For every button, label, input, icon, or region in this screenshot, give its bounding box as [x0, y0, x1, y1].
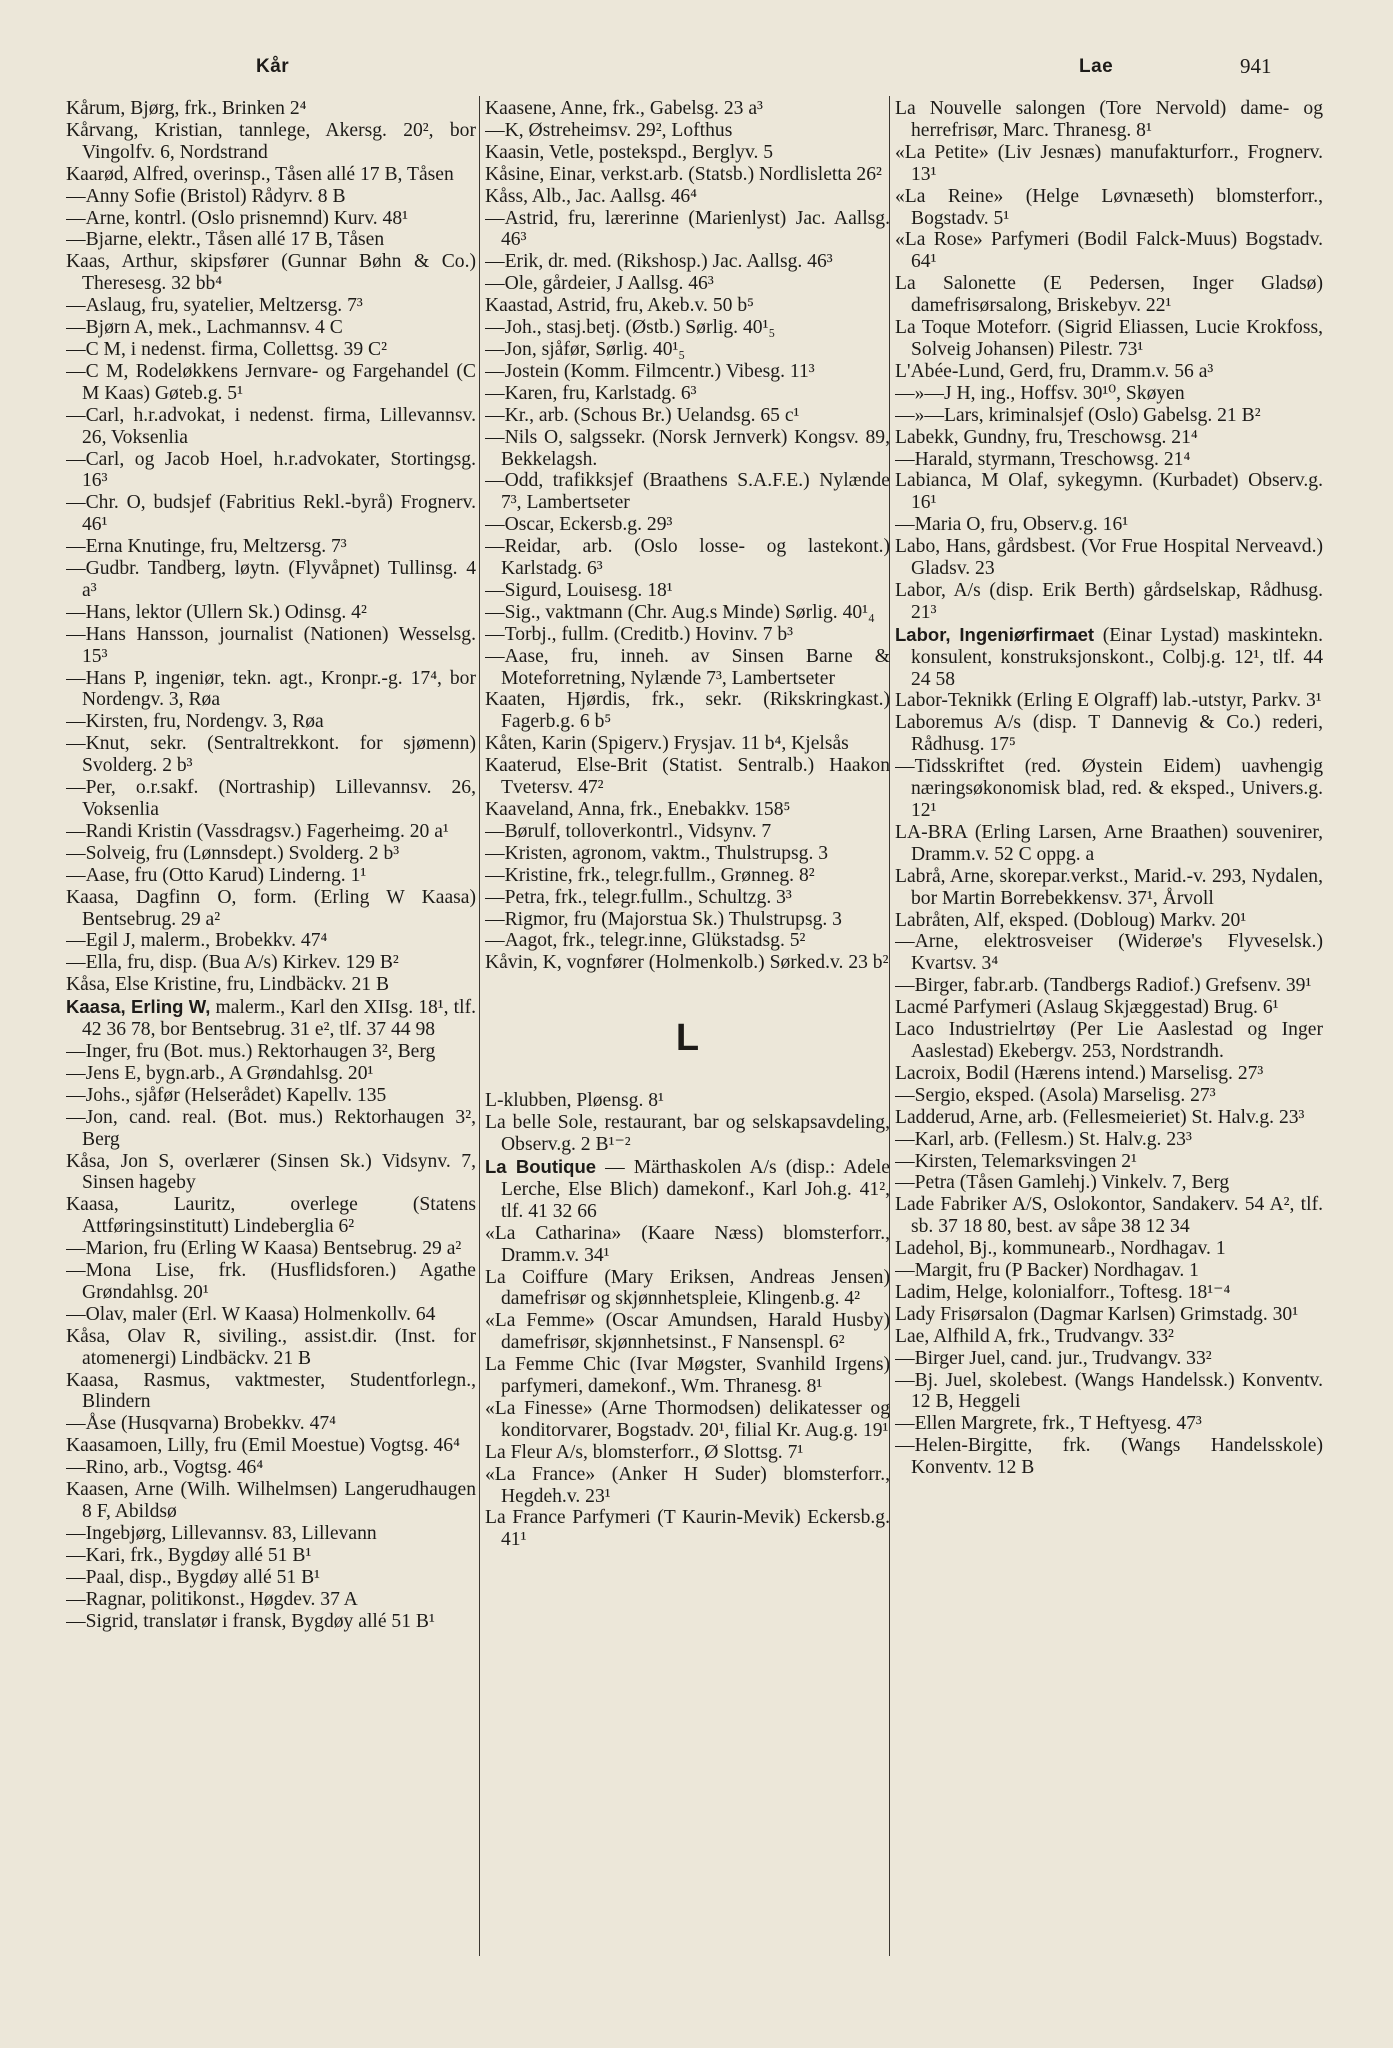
entry-text: Labo, Hans, gårdsbest. (Vor Frue Hospital Nerveavd.) Gladsv. 23 [895, 536, 1323, 580]
directory-entry [66, 996, 476, 1041]
entry-text: Labor, A/s (disp. Erik Berth) gårdselskap, Rådhusg. 21³ [895, 579, 1323, 623]
directory-entry [66, 295, 476, 317]
directory-entry [66, 1238, 476, 1260]
directory-entry [485, 164, 890, 186]
entry-text: Kaas, Arthur, skipsfører (Gunnar Bøhn & Co.) Theresesg. 32 bb⁴ [66, 251, 476, 295]
directory-entry [66, 711, 476, 733]
entry-text: —C M, Rodeløkkens Jernvare- og Fargehandel (C M Kaas) Gøteb.g. 5¹ [66, 360, 476, 404]
entry-text: —Hans Hansson, journalist (Nationen) Wesselsg. 15³ [66, 623, 476, 667]
entry-text: Labor-Teknikk (Erling E Olgraff) lab.-utstyr, Parkv. 3¹ [895, 690, 1322, 712]
entry-text: Kaastad, Astrid, fru, Akeb.v. 50 b⁵ [485, 295, 754, 317]
entry-text: —Aagot, frk., telegr.inne, Glükstadsg. 5² [485, 930, 806, 952]
directory-entry [66, 733, 476, 777]
directory-entry [66, 1304, 476, 1326]
entry-text: Kåsine, Einar, verkst.arb. (Statsb.) Nordlisletta 26² [485, 163, 882, 185]
directory-entry [66, 1413, 476, 1435]
directory-entry [66, 624, 476, 668]
entry-text: —Tidsskriftet (red. Øystein Eidem) uavhengig næringsøkonomisk blad, red. & eksped., Univers.g. 12¹ [895, 756, 1323, 821]
directory-entry [66, 821, 476, 843]
entry-text: —Oscar, Eckersb.g. 29³ [485, 514, 673, 536]
directory-entry [485, 470, 890, 514]
directory-entry [485, 821, 890, 843]
entry-text: —Maria O, fru, Observ.g. 16¹ [895, 514, 1129, 536]
entry-text: Kaasa, Lauritz, overlege (Statens Attføringsinstitutt) Lindebergliа 6² [66, 1194, 476, 1238]
entry-text: —Jostein (Komm. Filmcentr.) Vibesg. 11³ [485, 360, 815, 382]
directory-entry [66, 1151, 476, 1195]
entry-text: —Joh., stasj.betj. (Østb.) Sørlig. 40¹₅ [485, 317, 776, 339]
directory-entry [485, 383, 890, 405]
running-header [0, 46, 1393, 86]
directory-entry [66, 602, 476, 624]
entry-text: —Torbj., fullm. (Creditb.) Hovinv. 7 b³ [485, 623, 793, 645]
entry-text: malerm., Karl den XIIsg. 18¹, tlf. 42 36 78, bor Bentsebrug. 31 e², tlf. 37 44 98 [82, 997, 476, 1041]
directory-entry [66, 164, 476, 186]
directory-entry [485, 952, 890, 974]
directory-entry [895, 427, 1323, 449]
directory-entry [66, 1370, 476, 1414]
directory-entry [66, 1545, 476, 1567]
entry-text: La belle Sole, restaurant, bar og selskapsavdeling, Observ.g. 2 B¹⁻² [485, 1112, 890, 1156]
directory-entry [895, 624, 1323, 691]
entry-text: Kaasin, Vetle, postekspd., Berglyv. 5 [485, 141, 774, 163]
directory-entry [895, 1238, 1323, 1260]
entry-text: —Kirsten, Telemarksvingen 2¹ [895, 1150, 1137, 1172]
entry-text: —Kristen, agronom, vaktm., Thulstrupsg. 3 [485, 842, 829, 864]
entry-text: —K, Østreheimsv. 29², Lofthus [485, 119, 733, 141]
entry-text: Kaarød, Alfred, overinsp., Tåsen allé 17 B, Tåsen [66, 163, 454, 185]
directory-entry [66, 339, 476, 361]
column-divider [479, 96, 480, 1956]
directory-entry [485, 536, 890, 580]
entry-text: Laboremus A/s (disp. T Dannevig & Co.) rederi, Rådhusg. 17⁵ [895, 712, 1323, 756]
directory-entry [66, 1326, 476, 1370]
entry-text: —Hans, lektor (Ullern Sk.) Odinsg. 4² [66, 601, 367, 623]
directory-entry [895, 1151, 1323, 1173]
directory-entry [895, 1282, 1323, 1304]
entry-text: —Odd, trafikksjef (Braathens S.A.F.E.) Nylænde 7³, Lambertseter [485, 470, 890, 514]
entry-text: —Hans P, ingeniør, tekn. agt., Kronpr.-g. 17⁴, bor Nordengv. 3, Røa [66, 667, 476, 711]
entry-text: —Sergio, eksped. (Asola) Marselisg. 27³ [895, 1084, 1216, 1106]
entry-text: —Sigurd, Louisesg. 18¹ [485, 579, 673, 601]
entry-text: —Ole, gårdeier, J Aallsg. 46³ [485, 273, 714, 295]
entry-text: — Märthaskolen A/s (disp.: Adele Lerche, Else Blich) damekonf., Karl Joh.g. 41², tlf. 41 32 66 [501, 1156, 890, 1222]
directory-entry [895, 931, 1323, 975]
directory-entry [895, 866, 1323, 910]
directory-entry [485, 1156, 890, 1223]
directory-entry [895, 1129, 1323, 1151]
directory-entry [895, 273, 1323, 317]
entry-text: —»—Lars, kriminalsjef (Oslo) Gabelsg. 21 B² [895, 404, 1261, 426]
directory-entry [485, 1090, 890, 1112]
entry-text: «La Finesse» (Arne Thormodsen) delikatesser og konditorvarer, Bogstadv. 20¹, filial Kr. Aug.g. 19¹ [485, 1397, 890, 1441]
entry-text: L-klubben, Pløensg. 8¹ [485, 1090, 664, 1112]
directory-entry [895, 712, 1323, 756]
directory-entry [895, 756, 1323, 822]
entry-text: Kåvin, K, vognfører (Holmenkolb.) Sørked.v. 23 b² [485, 952, 889, 974]
entry-text: «La France» (Anker H Suder) blomsterforr., Hegdeh.v. 23¹ [485, 1463, 890, 1507]
directory-entry [66, 492, 476, 536]
directory-entry [66, 558, 476, 602]
directory-entry [66, 1194, 476, 1238]
entry-text: —Jens E, bygn.arb., A Grøndahlsg. 20¹ [66, 1062, 374, 1084]
column-1 [66, 98, 476, 2028]
directory-entry [895, 1326, 1323, 1348]
entry-text: —Bj. Juel, skolebest. (Wangs Handelssk.) Konventv. 12 B, Heggeli [895, 1369, 1323, 1413]
directory-entry [66, 1589, 476, 1611]
page-number: 941 [1240, 54, 1272, 78]
entry-text: —Kirsten, fru, Nordengv. 3, Røa [66, 711, 324, 733]
column-2 [485, 98, 890, 2028]
directory-entry [485, 339, 890, 361]
entry-text: La France Parfymeri (T Kaurin-Mevik) Eckersb.g. 41¹ [485, 1507, 890, 1551]
entry-text: —Aslaug, fru, syatelier, Meltzersg. 7³ [66, 295, 363, 317]
entry-text: Labekk, Gundny, fru, Treschowsg. 21⁴ [895, 426, 1198, 448]
entry-name-bold: Labor, Ingeniørfirmaet [895, 623, 1095, 645]
entry-text: Kårum, Bjørg, frk., Brinken 2⁴ [66, 98, 307, 119]
directory-entry [895, 142, 1323, 186]
entry-text: (Einar Lystad) maskintekn. konsulent, konstruksjonskont., Colbj.g. 12¹, tlf. 44 24 58 [911, 624, 1323, 690]
entry-text: —Nils O, salgssekr. (Norsk Jernverk) Kongsv. 89, Bekkelagsh. [485, 426, 890, 470]
directory-entry [895, 449, 1323, 471]
directory-entry [485, 273, 890, 295]
entry-text: —Kr., arb. (Schous Br.) Uelandsg. 65 c¹ [485, 404, 800, 426]
directory-entry [485, 733, 890, 755]
entry-text: Kårvang, Kristian, tannlege, Akersg. 20², bor Vingolfv. 6, Nordstrand [66, 119, 476, 163]
directory-entry [485, 427, 890, 471]
entry-text: —Kari, frk., Bygdøy allé 51 B¹ [66, 1544, 312, 1566]
directory-entry [485, 1507, 890, 1551]
directory-entry [66, 1567, 476, 1589]
directory-entry [485, 1112, 890, 1156]
directory-entry [66, 186, 476, 208]
entry-text: —»—J H, ing., Hoffsv. 30¹⁰, Skøyen [895, 382, 1185, 404]
directory-entry [485, 799, 890, 821]
directory-entry [485, 1223, 890, 1267]
directory-entry [66, 1260, 476, 1304]
directory-entry [895, 1413, 1323, 1435]
directory-entry [66, 1435, 476, 1457]
entry-text: —Paal, disp., Bygdøy allé 51 B¹ [66, 1566, 321, 1588]
directory-entry [485, 208, 890, 252]
entry-text: Kaasa, Rasmus, vaktmester, Studentforlegn., Blindern [66, 1369, 476, 1413]
directory-entry [485, 930, 890, 952]
directory-entry [485, 186, 890, 208]
directory-entry [895, 1194, 1323, 1238]
entry-text: —Ragnar, politikonst., Høgdev. 37 A [66, 1588, 358, 1610]
entry-text: —Carl, h.r.advokat, i nedenst. firma, Lillevannsv. 26, Voksenlia [66, 404, 476, 448]
directory-entry [895, 910, 1323, 932]
directory-entry [485, 317, 890, 339]
directory-entry [66, 229, 476, 251]
entry-text: —Inger, fru (Bot. mus.) Rektorhaugen 3², Berg [66, 1040, 436, 1062]
directory-entry [66, 1107, 476, 1151]
entry-text: —Bjørn A, mek., Lachmannsv. 4 C [66, 317, 343, 339]
directory-entry [485, 580, 890, 602]
directory-entry [895, 383, 1323, 405]
entry-text: Kåss, Alb., Jac. Aallsg. 46⁴ [485, 185, 698, 207]
entry-text: «La Femme» (Oscar Amundsen, Harald Husby) damefrisør, skjønnhetsinst., F Nansenspl. 6² [485, 1310, 890, 1354]
directory-entry [895, 186, 1323, 230]
entry-text: —Chr. O, budsjef (Fabritius Rekl.-byrå) Frognerv. 46¹ [66, 492, 476, 536]
entry-text: «La Petite» (Liv Jesnæs) manufakturforr., Frognerv. 13¹ [895, 141, 1323, 185]
entry-name-bold: La Boutique [485, 1155, 597, 1177]
entry-text: —Petra, frk., telegr.fullm., Schultzg. 3³ [485, 886, 792, 908]
directory-entry [485, 865, 890, 887]
entry-text: —Harald, styrmann, Treschowsg. 21⁴ [895, 448, 1191, 470]
entry-text: Kaasene, Anne, frk., Gabelsg. 23 a³ [485, 98, 763, 119]
directory-entry [66, 405, 476, 449]
entry-text: —Arne, kontrl. (Oslo prisnemnd) Kurv. 48¹ [66, 207, 409, 229]
directory-entry [66, 777, 476, 821]
header-right-guide-word: Lae [1079, 56, 1114, 77]
directory-entry [485, 98, 890, 120]
directory-entry [66, 952, 476, 974]
entry-text: —Arne, elektrosveiser (Widerøe's Flyveselsk.) Kvartsv. 3⁴ [895, 931, 1323, 975]
directory-entry [66, 1457, 476, 1479]
directory-entry [895, 470, 1323, 514]
entry-text: —Erik, dr. med. (Rikshosp.) Jac. Aallsg. 46³ [485, 251, 833, 273]
directory-entry [485, 1310, 890, 1354]
entry-text: La Salonette (E Pedersen, Inger Gladsø) damefrisørsalong, Briskebyv. 22¹ [895, 273, 1323, 317]
directory-entry [895, 1260, 1323, 1282]
entry-text: —Karl, arb. (Fellesm.) St. Halv.g. 23³ [895, 1128, 1192, 1150]
entry-text: —Anny Sofie (Bristol) Rådyrv. 8 B [66, 185, 346, 207]
directory-entry [485, 1267, 890, 1311]
entry-text: —Børulf, tolloverkontrl., Vidsynv. 7 [485, 820, 772, 842]
directory-entry [66, 668, 476, 712]
entry-text: Labrå, Arne, skorepar.verkst., Marid.-v. 293, Nydalen, bor Martin Borrebekkensv. 37¹, Årvoll [895, 865, 1323, 909]
entry-name-bold: Kaasa, Erling W, [66, 996, 211, 1018]
directory-entry [485, 646, 890, 690]
directory-entry [485, 843, 890, 865]
directory-entry [66, 536, 476, 558]
directory-entry [895, 536, 1323, 580]
directory-entry [895, 997, 1323, 1019]
entry-text: —Sigrid, translatør i fransk, Bygdøy allé 51 B¹ [66, 1610, 435, 1632]
entry-text: Laco Industrielrtøy (Per Lie Aaslestad og Inger Aaslestad) Ekebergv. 253, Nordstrandh. [895, 1019, 1323, 1062]
entry-text: —Egil J, malerm., Brobekkv. 47⁴ [66, 930, 328, 952]
entry-text: —Johs., sjåfør (Helserådet) Kapellv. 135 [66, 1084, 387, 1106]
entry-text: Kaasamoen, Lilly, fru (Emil Moestue) Vogtsg. 46⁴ [66, 1435, 460, 1457]
directory-entry [485, 142, 890, 164]
directory-entry [66, 1611, 476, 1633]
entry-text: —Birger, fabr.arb. (Tandbergs Radiof.) Grefsenv. 39¹ [895, 975, 1312, 997]
directory-entry [66, 1479, 476, 1523]
directory-entry [66, 120, 476, 164]
entry-text: La Fleur A/s, blomsterforr., Ø Slottsg. 7¹ [485, 1441, 804, 1463]
entry-text: —Gudbr. Tandberg, løytn. (Flyvåpnet) Tullinsg. 4 a³ [66, 558, 476, 601]
directory-entry [485, 361, 890, 383]
directory-entry [485, 1464, 890, 1508]
entry-text: —Aase, fru, inneh. av Sinsen Barne & Moteforretning, Nylænde 7³, Lambertseter [485, 645, 890, 689]
entry-text: —Ingebjørg, Lillevannsv. 83, Lillevann [66, 1522, 377, 1544]
entry-text: Ladim, Helge, kolonialforr., Toftesg. 18¹⁻⁴ [895, 1281, 1231, 1303]
entry-text: —Sig., vaktmann (Chr. Aug.s Minde) Sørlig. 40¹₄ [485, 601, 875, 623]
directory-entry [895, 1435, 1323, 1479]
directory-entry [66, 449, 476, 493]
entry-text: Kåsa, Olav R, siviling., assist.dir. (Inst. for atomenergi) Lindbäckv. 21 B [66, 1325, 476, 1369]
directory-entry [895, 1304, 1323, 1326]
directory-entry [66, 843, 476, 865]
entry-text: Lade Fabriker A/S, Oslokontor, Sandakerv. 54 A², tlf. sb. 37 18 80, best. av såpe 38 12 34 [895, 1194, 1323, 1238]
entry-text: Ladehol, Bj., kommunearb., Nordhagav. 1 [895, 1238, 1226, 1260]
directory-entry [66, 887, 476, 931]
directory-entry [66, 98, 476, 120]
directory-entry [66, 930, 476, 952]
directory-entry [895, 98, 1323, 142]
directory-entry [895, 580, 1323, 624]
directory-entry [485, 755, 890, 799]
entry-text: —Randi Kristin (Vassdragsv.) Fagerheimg. 20 a¹ [66, 820, 449, 842]
directory-entry [895, 229, 1323, 273]
entry-text: Labianca, M Olaf, sykegymn. (Kurbadet) Observ.g. 16¹ [895, 470, 1323, 514]
directory-entry [66, 208, 476, 230]
entry-text: Kaasen, Arne (Wilh. Wilhelmsen) Langerudhaugen 8 F, Abildsø [66, 1479, 476, 1522]
directory-entry [895, 1019, 1323, 1063]
header-left-guide-word: Kår [256, 56, 290, 77]
entry-text: L'Abée-Lund, Gerd, fru, Dramm.v. 56 a³ [895, 360, 1214, 382]
entry-text: Labråten, Alf, eksped. (Dobloug) Markv. 20¹ [895, 909, 1247, 931]
directory-entry [66, 1063, 476, 1085]
entry-text: La Toque Moteforr. (Sigrid Eliassen, Lucie Krokfoss, Solveig Johansen) Pilestr. 73¹ [895, 317, 1323, 360]
directory-entry [485, 120, 890, 142]
entry-text: —Helen-Birgitte, frk. (Wangs Handelsskole) Konventv. 12 B [895, 1435, 1323, 1479]
entry-text: —Åse (Husqvarna) Brobekkv. 47⁴ [66, 1413, 337, 1435]
entry-text: La Nouvelle salongen (Tore Nervold) dame- og herrefrisør, Marc. Thranesg. 8¹ [895, 98, 1323, 141]
directory-entry [66, 1041, 476, 1063]
directory-entry [485, 1398, 890, 1442]
directory-entry [895, 1063, 1323, 1085]
entry-text: Kåsa, Jon S, overlærer (Sinsen Sk.) Vidsynv. 7, Sinsen hageby [66, 1150, 476, 1194]
directory-entry [66, 974, 476, 996]
directory-entry [485, 1442, 890, 1464]
directory-entry [895, 1172, 1323, 1194]
directory-entry [66, 317, 476, 339]
directory-entry [895, 405, 1323, 427]
entry-text: —Aase, fru (Otto Karud) Linderng. 1¹ [66, 864, 367, 886]
section-letter: L [675, 1017, 700, 1060]
entry-text: —Ella, fru, disp. (Bua A/s) Kirkev. 129 B² [66, 952, 399, 974]
entry-text: LA-BRA (Erling Larsen, Arne Braathen) souvenirer, Dramm.v. 52 C oppg. a [895, 821, 1323, 865]
entry-text: —Kristine, frk., telegr.fullm., Grønneg. 8² [485, 864, 815, 886]
entry-text: —Margit, fru (P Backer) Nordhagav. 1 [895, 1260, 1199, 1282]
entry-text: —Reidar, arb. (Oslo losse- og lastekont.) Karlstadg. 6³ [485, 536, 890, 580]
entry-text: Kaaten, Hjørdis, frk., sekr. (Rikskringkast.) Fagerb.g. 6 b⁵ [485, 689, 890, 733]
entry-text: —Erna Knutinge, fru, Meltzersg. 7³ [66, 536, 347, 558]
directory-entry [485, 1354, 890, 1398]
directory-entry [485, 251, 890, 273]
entry-text: Kaaterud, Else-Brit (Statist. Sentralb.) Haakon Tvetersv. 47² [485, 755, 890, 799]
entry-text: —Per, o.r.sakf. (Nortraship) Lillevannsv. 26, Voksenlia [66, 777, 476, 820]
directory-entry [485, 887, 890, 909]
directory-entry [895, 1085, 1323, 1107]
directory-entry [895, 361, 1323, 383]
entry-text: —Astrid, fru, lærerinne (Marienlyst) Jac. Aallsg. 46³ [485, 207, 890, 251]
directory-entry [485, 295, 890, 317]
entry-text: La Femme Chic (Ivar Møgster, Svanhild Irgens) parfymeri, damekonf., Wm. Thranesg. 8¹ [485, 1354, 890, 1398]
entry-text: La Coiffure (Mary Eriksen, Andreas Jensen) damefrisør og skjønnhetspleie, Klingenb.g. 4² [485, 1266, 890, 1310]
directory-entry [895, 317, 1323, 361]
entry-text: «La Reine» (Helge Løvnæseth) blomsterforr., Bogstadv. 5¹ [895, 185, 1323, 229]
directory-entry [66, 1085, 476, 1107]
entry-text: —Rigmor, fru (Majorstua Sk.) Thulstrupsg. 3 [485, 908, 842, 930]
directory-entry [66, 361, 476, 405]
column-3 [895, 98, 1323, 2028]
directory-entry [485, 909, 890, 931]
entry-text: —Birger Juel, cand. jur., Trudvangv. 33² [895, 1347, 1212, 1369]
entry-text: Lae, Alfhild A, frk., Trudvangv. 33² [895, 1325, 1174, 1347]
entry-text: —Rino, arb., Vogtsg. 46⁴ [66, 1457, 264, 1479]
entry-text: —Marion, fru (Erling W Kaasa) Bentsebrug. 29 a² [66, 1238, 462, 1260]
entry-text: Kaasa, Dagfinn O, form. (Erling W Kaasa) Bentsebrug. 29 a² [66, 886, 476, 930]
directory-entry [895, 822, 1323, 866]
entry-text: «La Catharina» (Kaare Næss) blomsterforr., Dramm.v. 34¹ [485, 1222, 890, 1266]
entry-text: Lacmé Parfymeri (Aslaug Skjæggestad) Brug. 6¹ [895, 997, 1279, 1019]
entry-text: —Knut, sekr. (Sentraltrekkont. for sjømenn) Svolderg. 2 b³ [66, 733, 476, 777]
entry-text: —Jon, cand. real. (Bot. mus.) Rektorhaugen 3², Berg [66, 1106, 476, 1150]
entry-text: —Solveig, fru (Lønnsdept.) Svolderg. 2 b³ [66, 842, 400, 864]
directory-entry [485, 514, 890, 536]
entry-text: —C M, i nedenst. firma, Collettsg. 39 C² [66, 338, 387, 360]
directory-entry [895, 690, 1323, 712]
directory-entry [485, 405, 890, 427]
entry-text: Kaaveland, Anna, frk., Enebakkv. 158⁵ [485, 799, 791, 820]
directory-entry [66, 865, 476, 887]
entry-text: —Petra (Tåsen Gamlehj.) Vinkelv. 7, Berg [895, 1172, 1230, 1194]
entry-text: —Olav, maler (Erl. W Kaasa) Holmenkollv. 64 [66, 1303, 436, 1325]
directory-entry [895, 1348, 1323, 1370]
entry-text: Kåsa, Else Kristine, fru, Lindbäckv. 21 B [66, 974, 390, 996]
directory-entry [66, 1523, 476, 1545]
entry-text: —Jon, sjåfør, Sørlig. 40¹₅ [485, 338, 686, 360]
directory-entry [895, 514, 1323, 536]
entry-text: —Bjarne, elektr., Tåsen allé 17 B, Tåsen [66, 229, 385, 251]
directory-entry [895, 1107, 1323, 1129]
entry-text: Lady Frisørsalon (Dagmar Karlsen) Grimstadg. 30¹ [895, 1303, 1299, 1325]
entry-text: Lacroix, Bodil (Hærens intend.) Marselisg. 27³ [895, 1062, 1264, 1084]
directory-entry [895, 1370, 1323, 1414]
directory-entry [895, 975, 1323, 997]
directory-entry [485, 602, 890, 624]
entry-text: —Mona Lise, frk. (Husflidsforen.) Agathe Grøndahlsg. 20¹ [66, 1260, 476, 1303]
directory-entry [485, 689, 890, 733]
entry-text: Kåten, Karin (Spigerv.) Frysjav. 11 b⁴, Kjelsås [485, 733, 849, 755]
entry-text: —Karen, fru, Karlstadg. 6³ [485, 382, 697, 404]
entry-text: —Carl, og Jacob Hoel, h.r.advokater, Stortingsg. 16³ [66, 448, 476, 492]
directory-entry [485, 624, 890, 646]
directory-entry [66, 251, 476, 295]
entry-text: «La Rose» Parfymeri (Bodil Falck-Muus) Bogstadv. 64¹ [895, 229, 1323, 273]
entry-text: Ladderud, Arne, arb. (Fellesmeieriet) St. Halv.g. 23³ [895, 1106, 1305, 1128]
entry-text: —Ellen Margrete, frk., T Heftyesg. 47³ [895, 1413, 1202, 1435]
